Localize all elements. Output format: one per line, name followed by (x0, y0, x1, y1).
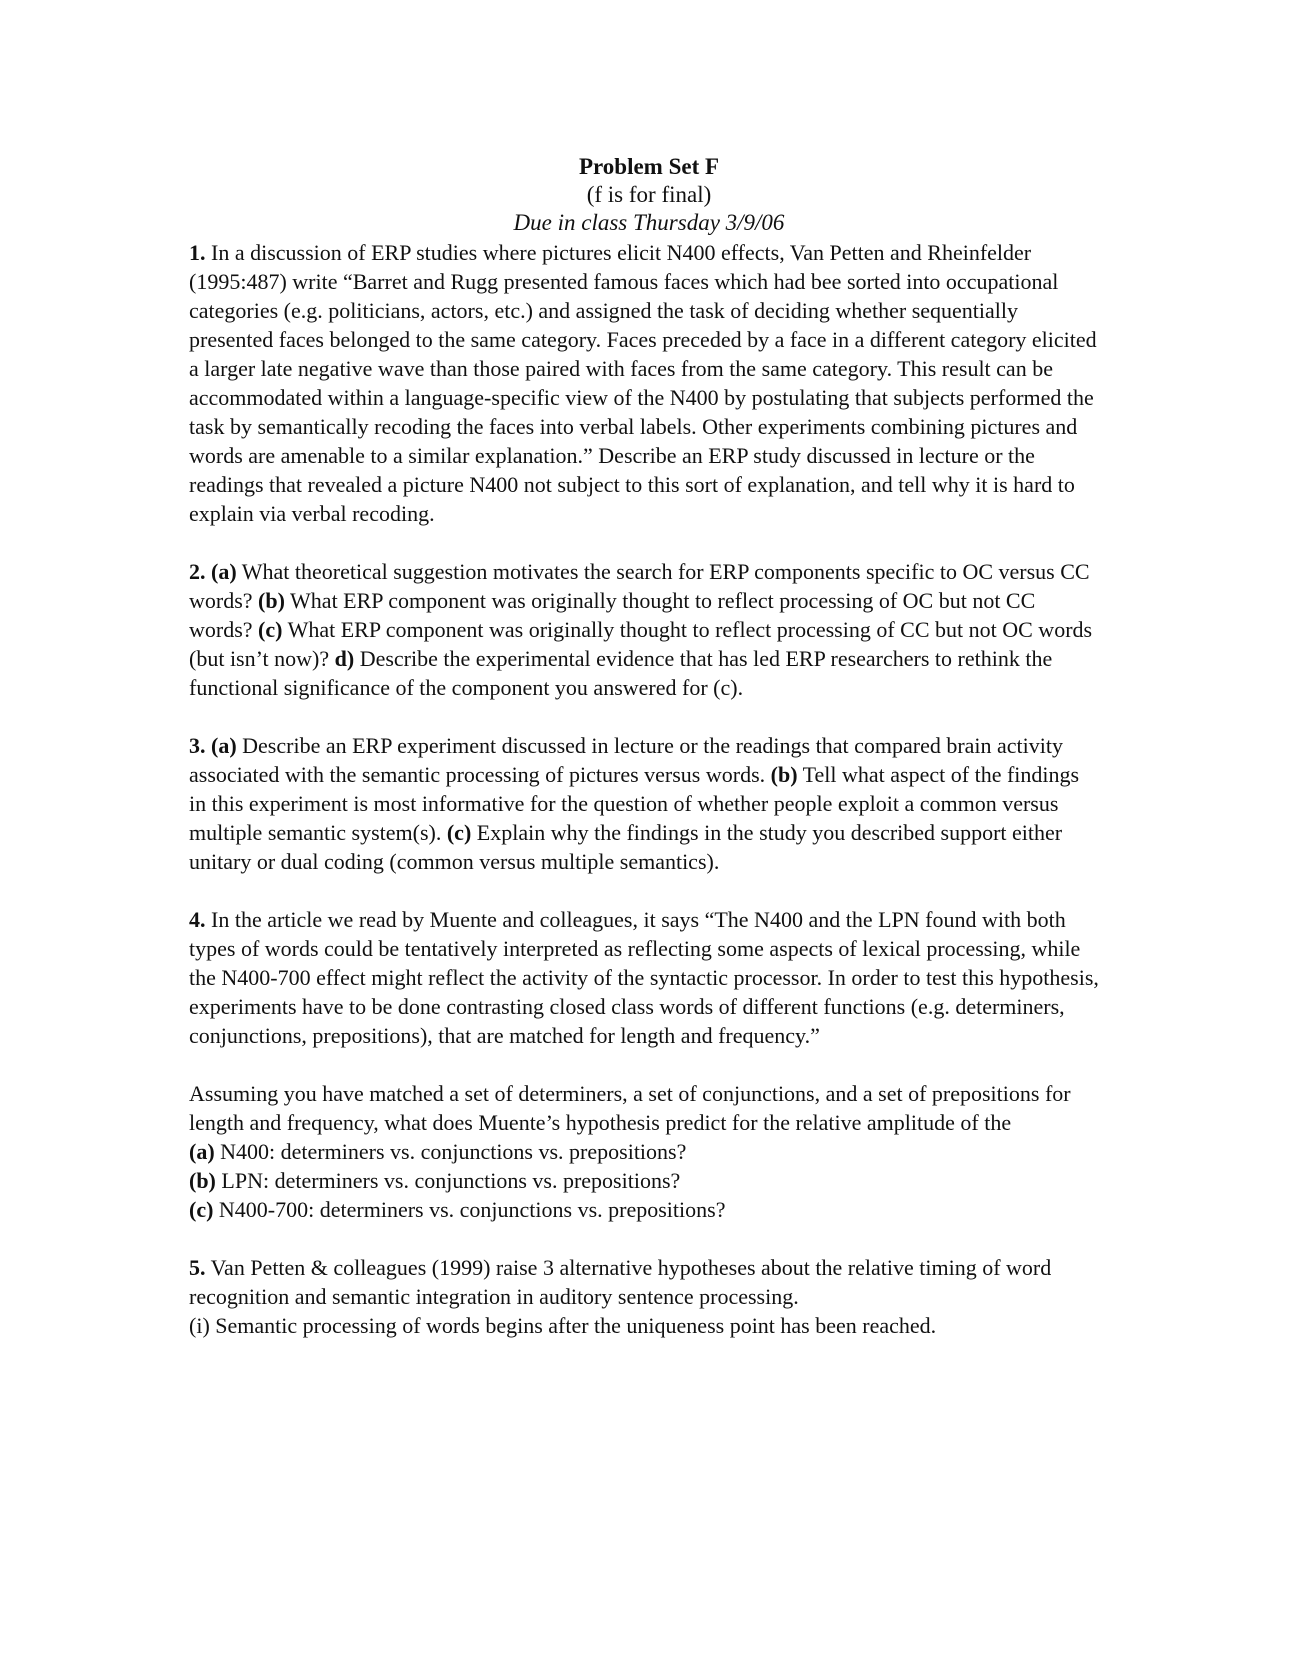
part-label: (c) (258, 617, 283, 642)
part-label: (a) (189, 1139, 215, 1164)
part-label: (b) (258, 588, 285, 613)
part-label: (b) (770, 762, 798, 787)
question-number: 1. (189, 240, 206, 265)
part-label: (c) (446, 820, 472, 845)
part-text: LPN: determiners vs. conjunctions vs. prepositions? (215, 1168, 681, 1193)
part-text: What ERP component was originally thought to reflect processing of OC but not CC words? (189, 588, 1036, 642)
question-3 (189, 731, 1099, 876)
part-label: (a) (211, 559, 237, 584)
question-4-intro (189, 1079, 1099, 1137)
paragraph-gap (189, 528, 1099, 557)
list-item (189, 1195, 1099, 1224)
document-title: Problem Set F (578, 154, 720, 179)
part-text: Describe an ERP experiment discussed in lecture or the readings that compared brain activity associated with the semantic processing of pictures versus words. (189, 733, 1064, 787)
paragraph-gap (189, 1224, 1099, 1253)
question-text: In the article we read by Muente and colleagues, it says “The N400 and the LPN found with both types of words could be tentatively interpreted as reflecting some aspects of lexical processing, while the N400-700 effect might reflect the activity of the syntactic processor. In order to test this hypothesis, experiments have to be done contrasting closed class words of different functions (e.g. determiners, conjunctions, prepositions), that are matched for length and frequency.” (189, 907, 1099, 1048)
question-2 (189, 557, 1099, 702)
hypothesis-text: (i) Semantic processing of words begins after the uniqueness point has been reached. (189, 1313, 937, 1338)
part-text: What ERP component was originally thought to reflect processing of CC but not OC words (but isn’t now)? (189, 617, 1093, 671)
part-text: Tell what aspect of the findings in this experiment is most informative for the question of whether people exploit a common versus multiple semantic system(s). (189, 762, 1080, 845)
paragraph-gap (189, 702, 1099, 731)
paragraph-gap (189, 876, 1099, 905)
list-item (189, 1137, 1099, 1166)
part-label: (a) (211, 733, 237, 758)
part-text: Explain why the findings in the study you described support either unitary or dual coding (common versus multiple semantics). (189, 820, 1063, 874)
part-text: Describe the experimental evidence that has led ERP researchers to rethink the functional significance of the component you answered for (c). (189, 646, 1053, 700)
due-date: Due in class Thursday 3/9/06 (513, 210, 785, 235)
paragraph-gap (189, 1050, 1099, 1079)
question-number: 4. (189, 907, 206, 932)
part-text: N400: determiners vs. conjunctions vs. prepositions? (214, 1139, 687, 1164)
question-number: 2. (189, 559, 206, 584)
question-4 (189, 905, 1099, 1050)
part-text: What theoretical suggestion motivates the search for ERP components specific to OC versus CC words? (189, 559, 1090, 613)
question-text: Van Petten & colleagues (1999) raise 3 alternative hypotheses about the relative timing of word recognition and semantic integration in auditory sentence processing. (189, 1255, 1052, 1309)
question-5 (189, 1253, 1099, 1311)
question-number: 5. (189, 1255, 206, 1280)
document-body (189, 238, 1099, 1340)
question-number: 3. (189, 733, 206, 758)
question-1 (189, 238, 1099, 528)
part-text: N400-700: determiners vs. conjunctions vs. prepositions? (213, 1197, 726, 1222)
list-item (189, 1311, 1099, 1340)
list-item (189, 1166, 1099, 1195)
document-subtitle: (f is for final) (586, 182, 712, 207)
question-text: Assuming you have matched a set of determiners, a set of conjunctions, and a set of prepositions for length and frequency, what does Muente’s hypothesis predict for the relative amplitude of the (189, 1081, 1071, 1135)
question-text: In a discussion of ERP studies where pictures elicit N400 effects, Van Petten and Rheinfelder (1995:487) write “Barret and Rugg presented famous faces which had bee sorted into occupational categories (e.g. politicians, actors, etc.) and assigned the task of deciding whether sequentially presented faces belonged to the same category. Faces preceded by a face in a different category elicited a larger late negative wave than those paired with faces from the same category. This result can be accommodated within a language-specific view of the N400 by postulating that subjects performed the task by semantically recoding the faces into verbal labels. Other experiments combining pictures and words are amenable to a similar explanation.” Describe an ERP study discussed in lecture or the readings that revealed a picture N400 not subject to this sort of explanation, and tell why it is hard to explain via verbal recoding. (189, 240, 1097, 526)
part-label: d) (334, 646, 355, 671)
document-header (0, 153, 1298, 237)
part-label: (c) (189, 1197, 214, 1222)
part-label: (b) (189, 1168, 216, 1193)
